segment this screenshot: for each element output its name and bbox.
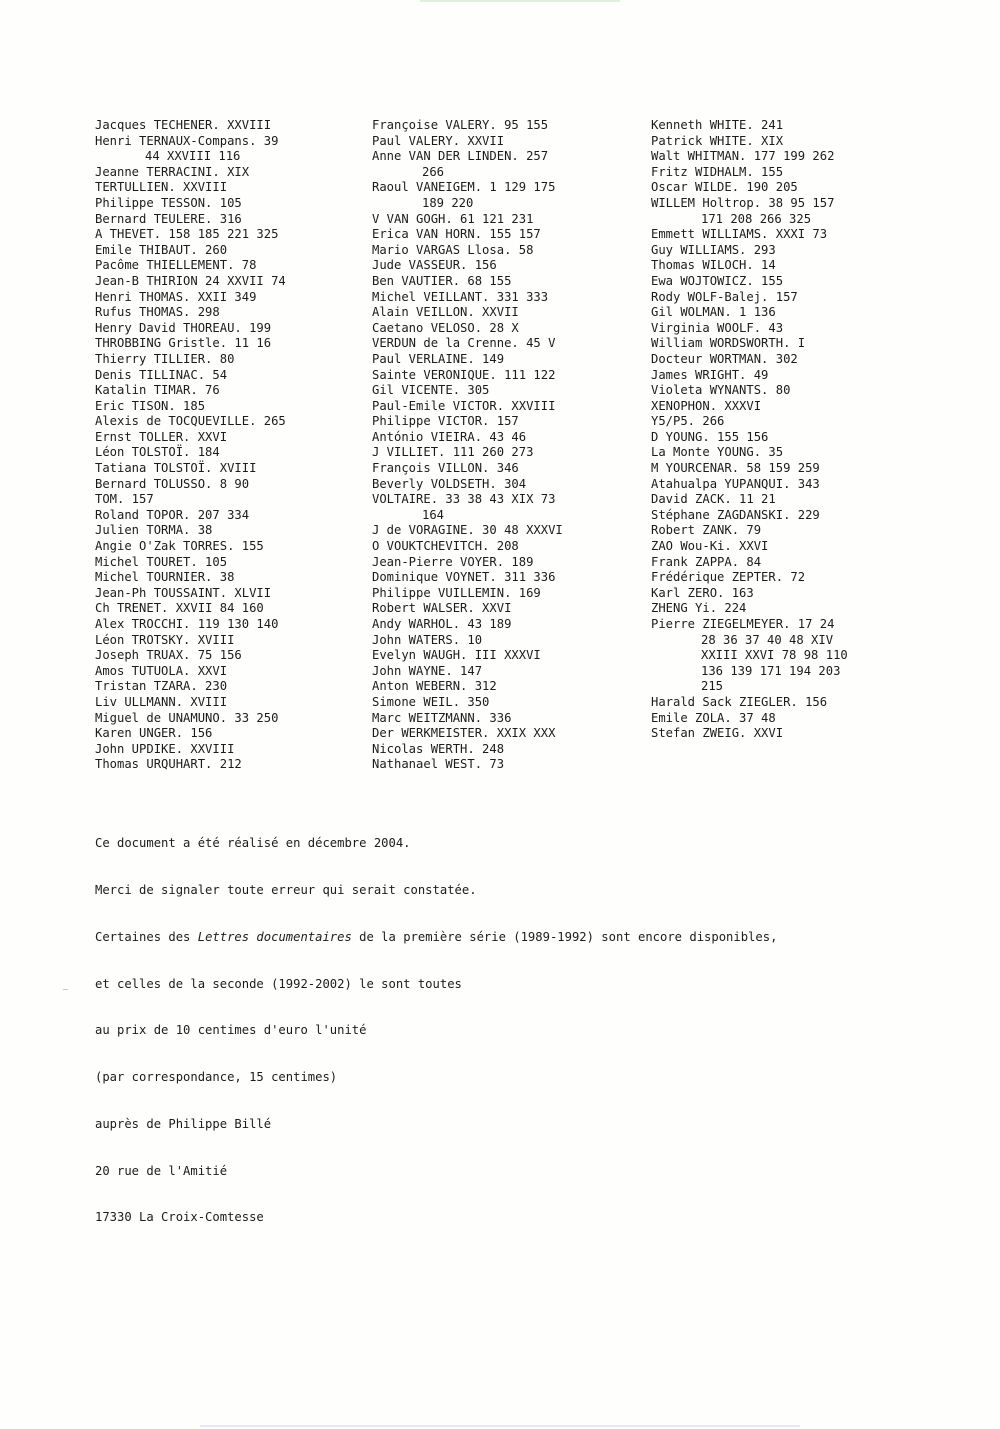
- index-entry-continuation: 171 208 266 325: [701, 211, 812, 226]
- index-entry: TOM. 157: [95, 492, 154, 507]
- index-entry: Philippe VICTOR. 157: [372, 414, 519, 429]
- index-entry: Virginia WOOLF. 43: [651, 320, 784, 335]
- index-entry: Denis TILLINAC. 54: [95, 367, 228, 382]
- index-entry-continuation: 136 139 171 194 203: [701, 663, 841, 678]
- index-entry: Simone WEIL. 350: [372, 694, 490, 709]
- index-entry: Henry David THOREAU. 199: [95, 320, 272, 335]
- index-entry: Jean-Pierre VOYER. 189: [372, 554, 534, 569]
- index-entry: Léon TROTSKY. XVIII: [95, 632, 235, 647]
- index-entry: Michel TOURNIER. 38: [95, 570, 235, 585]
- index-entry: J VILLIET. 111 260 273: [372, 445, 534, 460]
- index-entry: Liv ULLMANN. XVIII: [95, 694, 228, 709]
- index-entry: Violeta WYNANTS. 80: [651, 383, 791, 398]
- index-entry: Françoise VALERY. 95 155: [372, 118, 549, 132]
- index-entry: ZHENG Yi. 224: [651, 601, 747, 616]
- index-entry: Michel TOURET. 105: [95, 554, 228, 569]
- index-entry: A THEVET. 158 185 221 325: [95, 227, 279, 242]
- colophon-line-contact: auprès de Philippe Billé: [95, 1116, 272, 1131]
- index-entry: XENOPHON. XXXVI: [651, 398, 762, 413]
- colophon-line-postal-price: (par correspondance, 15 centimes): [95, 1070, 338, 1085]
- index-entry: THROBBING Gristle. 11 16: [95, 336, 272, 351]
- index-entry: WILLEM Holtrop. 38 95 157: [651, 195, 835, 210]
- index-entry: Mario VARGAS Llosa. 58: [372, 242, 534, 257]
- index-entry: Thomas WILOCH. 14: [651, 258, 776, 273]
- index-entry: Karl ZERO. 163: [651, 585, 754, 600]
- colophon-text: Certaines des: [95, 929, 198, 944]
- index-entry: Julien TORMA. 38: [95, 523, 213, 538]
- index-entry: John WATERS. 10: [372, 632, 483, 647]
- index-column-3: [651, 118, 848, 742]
- index-entry: Guy WILLIAMS. 293: [651, 242, 776, 257]
- index-entry: Karen UNGER. 156: [95, 726, 213, 741]
- index-entry: Kenneth WHITE. 241: [651, 118, 784, 132]
- index-entry: Léon TOLSTOÏ. 184: [95, 445, 220, 460]
- index-entry-continuation: 266: [422, 164, 445, 179]
- index-entry: V VAN GOGH. 61 121 231: [372, 211, 534, 226]
- index-entry: Stefan ZWEIG. XXVI: [651, 726, 784, 741]
- index-entry-continuation: XXIII XXVI 78 98 110: [701, 648, 848, 663]
- index-entry: D YOUNG. 155 156: [651, 429, 769, 444]
- index-entry: Der WERKMEISTER. XXIX XXX: [372, 726, 556, 741]
- colophon-line-second-series: et celles de la seconde (1992-2002) le sont toutes: [95, 976, 462, 991]
- index-entry: David ZACK. 11 21: [651, 492, 776, 507]
- index-entry: Henri TERNAUX-Compans. 39: [95, 133, 279, 148]
- index-entry: Katalin TIMAR. 76: [95, 383, 220, 398]
- index-entry: Robert ZANK. 79: [651, 523, 762, 538]
- scan-edge-top: [420, 0, 620, 2]
- index-entry: Nicolas WERTH. 248: [372, 741, 505, 756]
- index-entry: Thomas URQUHART. 212: [95, 757, 242, 772]
- index-entry: La Monte YOUNG. 35: [651, 445, 784, 460]
- index-entry: Caetano VELOSO. 28 X: [372, 320, 519, 335]
- index-entry: Andy WARHOL. 43 189: [372, 617, 512, 631]
- colophon-line-city: 17330 La Croix-Comtesse: [95, 1210, 264, 1225]
- index-entry: John WAYNE. 147: [372, 663, 483, 678]
- index-entry-continuation: 215: [701, 679, 724, 694]
- index-column-2: [372, 118, 563, 773]
- index-entry: Pierre ZIEGELMEYER. 17 24: [651, 617, 835, 631]
- index-entry: Robert WALSER. XXVI: [372, 601, 512, 616]
- index-column-1: [95, 118, 286, 773]
- index-entry: Emile ZOLA. 37 48: [651, 710, 776, 725]
- index-entry: James WRIGHT. 49: [651, 367, 769, 382]
- colophon-line-availability: [95, 930, 777, 946]
- publication-title: Lettres documentaires: [197, 929, 352, 944]
- index-entry: Angie O'Zak TORRES. 155: [95, 539, 264, 554]
- index-entry: Harald Sack ZIEGLER. 156: [651, 694, 828, 709]
- index-entry: Pacôme THIELLEMENT. 78: [95, 258, 257, 273]
- index-entry: Philippe TESSON. 105: [95, 195, 242, 210]
- index-entry: Oscar WILDE. 190 205: [651, 180, 798, 195]
- index-entry: Emile THIBAUT. 260: [95, 242, 228, 257]
- index-entry: Evelyn WAUGH. III XXXVI: [372, 648, 541, 663]
- index-entry: John UPDIKE. XXVIII: [95, 741, 235, 756]
- index-entry: Joseph TRUAX. 75 156: [95, 648, 242, 663]
- index-entry: Miguel de UNAMUNO. 33 250: [95, 710, 279, 725]
- index-entry: Gil VICENTE. 305: [372, 383, 490, 398]
- index-entry: William WORDSWORTH. I: [651, 336, 806, 351]
- index-entry: Stéphane ZAGDANSKI. 229: [651, 507, 820, 522]
- index-entry: Rufus THOMAS. 298: [95, 305, 220, 320]
- index-entry: M YOURCENAR. 58 159 259: [651, 461, 820, 476]
- index-entry: Anne VAN DER LINDEN. 257: [372, 149, 549, 164]
- index-entry: Emmett WILLIAMS. XXXI 73: [651, 227, 828, 242]
- index-entry: Alex TROCCHI. 119 130 140: [95, 617, 279, 631]
- index-entry: Paul VALERY. XXVII: [372, 133, 505, 148]
- index-entry: Ewa WOJTOWICZ. 155: [651, 273, 784, 288]
- index-entry: Bernard TOLUSSO. 8 90: [95, 476, 250, 491]
- index-entry: Gil WOLMAN. 1 136: [651, 305, 776, 320]
- index-entry: Thierry TILLIER. 80: [95, 351, 235, 366]
- index-entry: Rody WOLF-Balej. 157: [651, 289, 798, 304]
- index-entry: Marc WEITZMANN. 336: [372, 710, 512, 725]
- index-entry: Alain VEILLON. XXVII: [372, 305, 519, 320]
- scan-edge-bottom: [200, 1425, 800, 1427]
- index-entry: Philippe VUILLEMIN. 169: [372, 585, 541, 600]
- colophon-text: de la première série (1989-1992) sont encore disponibles,: [351, 929, 778, 944]
- index-entry: Frédérique ZEPTER. 72: [651, 570, 806, 585]
- index-entry: Dominique VOYNET. 311 336: [372, 570, 556, 585]
- index-entry: Jacques TECHENER. XXVIII: [95, 118, 272, 132]
- index-entry: J de VORAGINE. 30 48 XXXVI: [372, 523, 563, 538]
- index-entry-continuation: 189 220: [422, 195, 474, 210]
- index-entry: Patrick WHITE. XIX: [651, 133, 784, 148]
- index-entry: Bernard TEULERE. 316: [95, 211, 242, 226]
- index-entry: António VIEIRA. 43 46: [372, 429, 527, 444]
- index-entry: Raoul VANEIGEM. 1 129 175: [372, 180, 556, 195]
- index-entry: Eric TISON. 185: [95, 398, 206, 413]
- index-entry: Jean-Ph TOUSSAINT. XLVII: [95, 585, 272, 600]
- index-entry: François VILLON. 346: [372, 461, 519, 476]
- index-entry: Tatiana TOLSTOÏ. XVIII: [95, 461, 257, 476]
- index-entry: Y5/P5. 266: [651, 414, 725, 429]
- index-entry: Sainte VERONIQUE. 111 122: [372, 367, 556, 382]
- index-entry: Jeanne TERRACINI. XIX: [95, 164, 250, 179]
- scan-speck: [63, 989, 68, 990]
- index-entry: Ernst TOLLER. XXVI: [95, 429, 228, 444]
- colophon-line-errors: Merci de signaler toute erreur qui serait constatée.: [95, 882, 477, 897]
- index-entry: TERTULLIEN. XXVIII: [95, 180, 228, 195]
- index-entry: Fritz WIDHALM. 155: [651, 164, 784, 179]
- index-entry: Nathanael WEST. 73: [372, 757, 505, 772]
- index-entry: Michel VEILLANT. 331 333: [372, 289, 549, 304]
- colophon-line-date: Ce document a été réalisé en décembre 2004.: [95, 836, 411, 851]
- index-entry: Roland TOPOR. 207 334: [95, 507, 250, 522]
- index-entry: Walt WHITMAN. 177 199 262: [651, 149, 835, 164]
- index-entry: Beverly VOLDSETH. 304: [372, 476, 527, 491]
- index-entry-continuation: 164: [422, 507, 445, 522]
- colophon: [95, 805, 777, 1257]
- index-entry: Anton WEBERN. 312: [372, 679, 497, 694]
- index-entry: Tristan TZARA. 230: [95, 679, 228, 694]
- index-entry: Docteur WORTMAN. 302: [651, 351, 798, 366]
- index-entry: VOLTAIRE. 33 38 43 XIX 73: [372, 492, 556, 507]
- index-entry: Atahualpa YUPANQUI. 343: [651, 476, 820, 491]
- index-entry: Ben VAUTIER. 68 155: [372, 273, 512, 288]
- index-entry: O VOUKTCHEVITCH. 208: [372, 539, 519, 554]
- index-entry: Henri THOMAS. XXII 349: [95, 289, 257, 304]
- index-entry: Amos TUTUOLA. XXVI: [95, 663, 228, 678]
- colophon-line-price: au prix de 10 centimes d'euro l'unité: [95, 1023, 367, 1038]
- index-entry: Paul-Emile VICTOR. XXVIII: [372, 398, 556, 413]
- index-entry: Jean-B THIRION 24 XXVII 74: [95, 273, 286, 288]
- index-entry: ZAO Wou-Ki. XXVI: [651, 539, 769, 554]
- index-entry: Ch TRENET. XXVII 84 160: [95, 601, 264, 616]
- index-entry: Erica VAN HORN. 155 157: [372, 227, 541, 242]
- colophon-line-street: 20 rue de l'Amitié: [95, 1163, 228, 1178]
- index-entry: Paul VERLAINE. 149: [372, 351, 505, 366]
- index-entry: Jude VASSEUR. 156: [372, 258, 497, 273]
- index-entry: Alexis de TOCQUEVILLE. 265: [95, 414, 286, 429]
- index-entry: VERDUN de la Crenne. 45 V: [372, 336, 556, 351]
- index-entry: Frank ZAPPA. 84: [651, 554, 762, 569]
- index-entry-continuation: 28 36 37 40 48 XIV: [701, 632, 834, 647]
- index-entry-continuation: 44 XXVIII 116: [145, 149, 241, 164]
